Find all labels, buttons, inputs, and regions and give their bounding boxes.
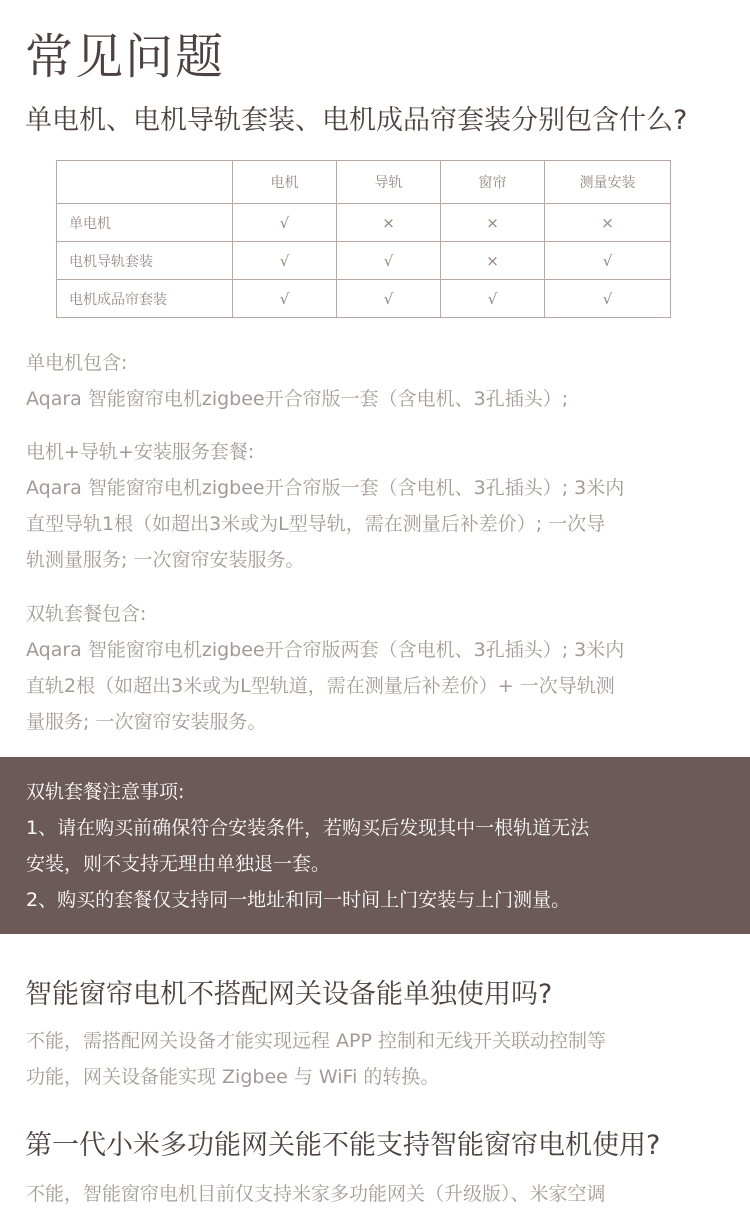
answer-line: 不能，智能窗帘电机目前仅支持米家多功能网关（升级版）、米家空调 [26, 1183, 606, 1205]
section-heading: 电机+导轨+安装服务套餐: [26, 441, 255, 463]
table-cell: √ [233, 280, 337, 318]
package-comparison-table [56, 160, 671, 318]
table-header-cell: 窗帘 [441, 161, 545, 204]
table-cell: √ [337, 280, 441, 318]
notice-line: 2、购买的套餐仅支持同一地址和同一时间上门安装与上门测量。 [26, 889, 571, 911]
table-cell: √ [233, 242, 337, 280]
section-line: 量服务; 一次窗帘安装服务。 [26, 711, 267, 733]
question-title-1: 单电机、电机导轨套装、电机成品帘套装分别包含什么? [25, 105, 688, 136]
section-line: 直轨2根（如超出3米或为L型轨道，需在测量后补差价）+ 一次导轨测 [26, 675, 615, 697]
section-line: Aqara 智能窗帘电机zigbee开合帘版两套（含电机、3孔插头）; 3米内 [26, 639, 625, 661]
section-line: Aqara 智能窗帘电机zigbee开合帘版一套（含电机、3孔插头）; 3米内 [26, 477, 625, 499]
notice-heading: 双轨套餐注意事项: [26, 781, 185, 803]
row-label: 电机导轨套装 [57, 242, 233, 280]
table-cell: √ [545, 242, 671, 280]
table-row [57, 242, 671, 280]
section-heading: 双轨套餐包含: [26, 603, 147, 625]
answer-line: 不能，需搭配网关设备才能实现远程 APP 控制和无线开关联动控制等 [26, 1030, 606, 1052]
table-cell: √ [545, 280, 671, 318]
double-rail-section [26, 596, 726, 740]
question-title-2: 智能窗帘电机不搭配网关设备能单独使用吗? [25, 979, 553, 1010]
question-title-3: 第一代小米多功能网关能不能支持智能窗帘电机使用? [25, 1130, 661, 1161]
table-cell: × [441, 242, 545, 280]
page-title: 常见问题 [25, 29, 226, 85]
table-cell: × [545, 204, 671, 242]
answer-2 [26, 1023, 726, 1095]
section-line: Aqara 智能窗帘电机zigbee开合帘版一套（含电机、3孔插头）; [26, 388, 569, 410]
notice-line: 安装，则不支持无理由单独退一套。 [26, 853, 331, 875]
table-cell: √ [337, 242, 441, 280]
table-cell: × [337, 204, 441, 242]
table-header-cell: 导轨 [337, 161, 441, 204]
table-cell: √ [233, 204, 337, 242]
table-row [57, 280, 671, 318]
notice-line: 1、请在购买前确保符合安装条件，若购买后发现其中一根轨道无法 [26, 817, 590, 839]
answer-line: 功能，网关设备能实现 Zigbee 与 WiFi 的转换。 [26, 1066, 440, 1088]
single-motor-section [26, 345, 726, 417]
table-header-row [57, 161, 671, 204]
table-header-cell [57, 161, 233, 204]
motor-rail-service-section [26, 434, 726, 578]
section-heading: 单电机包含: [26, 352, 128, 374]
double-rail-notice-banner [0, 757, 750, 934]
row-label: 电机成品帘套装 [57, 280, 233, 318]
table-header-cell: 测量安装 [545, 161, 671, 204]
table-cell: × [441, 204, 545, 242]
table-cell: √ [441, 280, 545, 318]
section-line: 轨测量服务; 一次窗帘安装服务。 [26, 549, 305, 571]
table-header-cell: 电机 [233, 161, 337, 204]
section-line: 直型导轨1根（如超出3米或为L型导轨，需在测量后补差价）; 一次导 [26, 513, 606, 535]
table-row [57, 204, 671, 242]
row-label: 单电机 [57, 204, 233, 242]
answer-3 [26, 1176, 726, 1212]
